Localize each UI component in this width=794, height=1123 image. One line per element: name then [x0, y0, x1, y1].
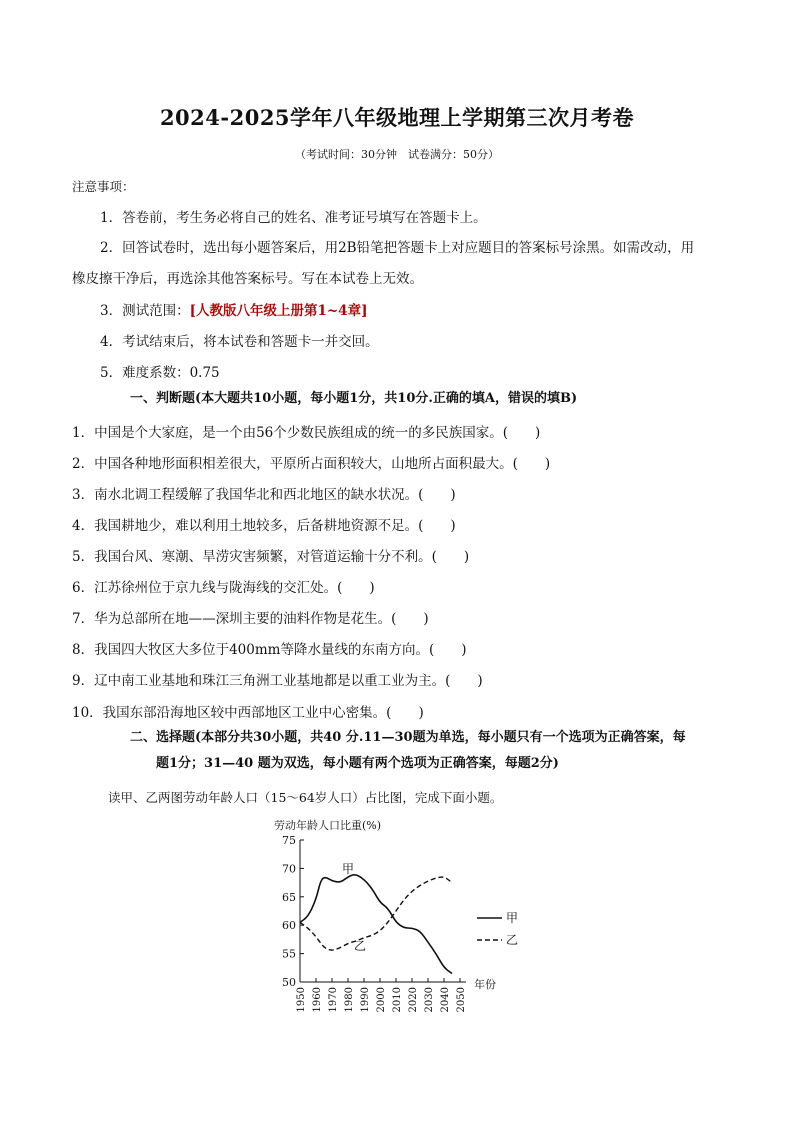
- x-tick-label: 1990: [360, 987, 371, 1013]
- chart-xlabel: 年份: [474, 978, 496, 991]
- notice-item-2: 2．回答试卷时，选出每小题答案后，用2B铅笔把答题卡上对应题目的答案标号涂黑。如需改动，用: [100, 240, 695, 256]
- question-6: 6．江苏徐州位于京九线与陇海线的交汇处。( ): [72, 580, 375, 596]
- test-range: [人教版八年级上册第1~4章]: [189, 303, 368, 319]
- question-1: 1．中国是个大家庭，是一个由56个少数民族组成的统一的多民族国家。( ): [72, 425, 541, 441]
- series-line-jia: [300, 875, 452, 974]
- notice-item-3-label: 3．测试范围：: [100, 303, 190, 319]
- notice-item-1: 1．答卷前，考生务必将自己的姓名、准考证号填写在答题卡上。: [100, 210, 487, 226]
- x-tick-label: 1950: [296, 987, 307, 1013]
- x-tick-label: 1980: [344, 987, 355, 1013]
- x-tick-label: 2030: [424, 987, 435, 1013]
- question-10: 10．我国东部沿海地区较中西部地区工业中心密集。( ): [72, 705, 424, 721]
- exam-title: 2024-2025学年八年级地理上学期第三次月考卷: [159, 105, 635, 130]
- x-tick-label: 1960: [312, 987, 323, 1013]
- question-7: 7．华为总部所在地——深圳主要的油料作物是花生。( ): [72, 611, 429, 627]
- section2-heading-line2: 题1分；31—40 题为双选，每小题有两个选项为正确答案，每题2分): [156, 756, 559, 771]
- question-4: 4．我国耕地少，难以利用土地较多，后备耕地资源不足。( ): [72, 518, 456, 534]
- labor-population-chart: [260, 812, 520, 1017]
- y-tick-label: 65: [282, 890, 296, 904]
- chart-ylabel: 劳动年龄人口比重(%): [274, 819, 382, 832]
- question-8: 8．我国四大牧区大多位于400mm等降水量线的东南方向。( ): [72, 642, 467, 658]
- x-tick-label: 2040: [440, 987, 451, 1013]
- notice-heading: 注意事项：: [72, 179, 135, 194]
- question-2: 2．中国各种地形面积相差很大，平原所占面积较大，山地所占面积最大。( ): [72, 456, 551, 472]
- notice-item-2-cont: 橡皮擦干净后，再选涂其他答案标号。写在本试卷上无效。: [72, 271, 423, 287]
- exam-subtitle: （考试时间：30分钟 试卷满分：50分）: [295, 148, 499, 161]
- notice-item-3: [100, 299, 367, 319]
- x-tick-label: 2000: [376, 987, 387, 1013]
- question-9: 9．辽中南工业基地和珠江三角洲工业基地都是以重工业为主。( ): [72, 673, 483, 689]
- section2-heading-line1: 二、选择题(本部分共30小题，共40 分.11—30题为单选，每小题只有一个选项为正确答案，每: [130, 730, 686, 745]
- question-5: 5．我国台风、寒潮、旱涝灾害频繁，对管道运输十分不利。( ): [72, 549, 470, 565]
- x-tick-label: 2020: [408, 987, 419, 1013]
- notice-item-4: 4．考试结束后，将本试卷和答题卡一并交回。: [100, 334, 379, 350]
- x-tick-label: 2010: [392, 987, 403, 1013]
- y-tick-label: 75: [282, 834, 296, 847]
- chart-intro: 读甲、乙两图劳动年龄人口（15～64岁人口）占比图，完成下面小题。: [108, 790, 503, 805]
- notice-item-5: 5．难度系数：0.75: [100, 365, 220, 381]
- y-tick-label: 55: [282, 947, 296, 961]
- x-tick-label: 1970: [328, 987, 339, 1013]
- series-line-yi: [300, 877, 452, 950]
- question-3: 3．南水北调工程缓解了我国华北和西北地区的缺水状况。( ): [72, 487, 456, 503]
- y-tick-label: 60: [282, 919, 296, 933]
- x-tick-label: 2050: [456, 987, 467, 1013]
- section1-heading: 一、判断题(本大题共10小题，每小题1分，共10分.正确的填A，错误的填B): [130, 391, 578, 406]
- legend-label-yi: 乙: [506, 933, 519, 947]
- legend-label-jia: 甲: [506, 911, 519, 925]
- annotation-yi: 乙: [354, 939, 367, 953]
- annotation-jia: 甲: [342, 862, 355, 876]
- y-tick-label: 70: [282, 862, 296, 876]
- y-tick-label: 50: [282, 976, 296, 989]
